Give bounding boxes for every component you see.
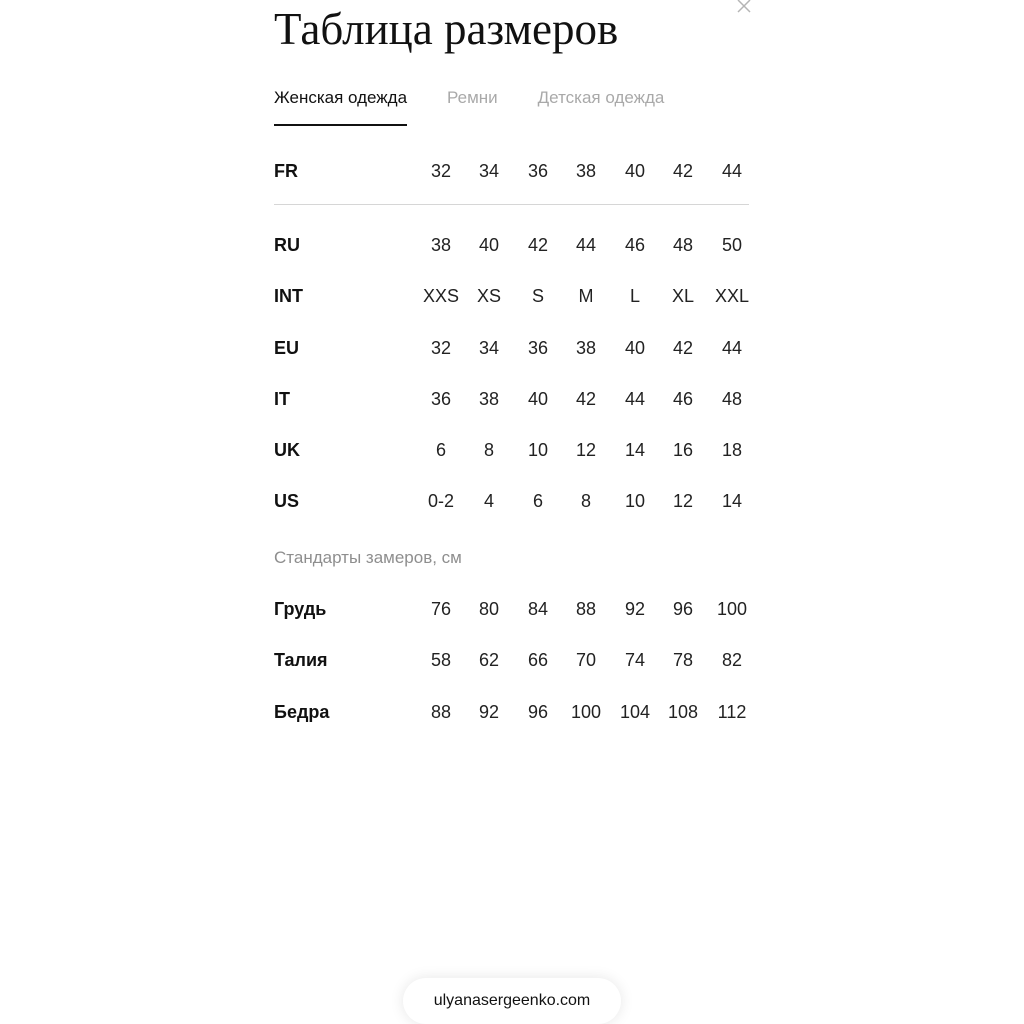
size-cell: 10 (527, 440, 549, 460)
size-cell: 36 (527, 161, 549, 181)
measure-cell: 66 (527, 650, 549, 670)
measure-cell: 100 (570, 702, 602, 722)
size-cell: 42 (527, 235, 549, 255)
measure-cell: 96 (672, 599, 694, 619)
size-row-fr (274, 156, 754, 186)
size-cell: 38 (478, 389, 500, 409)
close-button[interactable] (734, 0, 754, 16)
size-row-int (274, 281, 754, 311)
size-cell: 44 (721, 161, 743, 181)
measure-cell: 96 (527, 702, 549, 722)
size-cell: XL (671, 286, 695, 306)
tab-womens-clothing[interactable]: Женская одежда (274, 86, 407, 126)
size-cell: 38 (575, 338, 597, 358)
size-cell: 42 (672, 161, 694, 181)
size-cell: XXL (714, 286, 750, 306)
size-cell: 34 (478, 161, 500, 181)
size-cell: 44 (575, 235, 597, 255)
size-cell: 12 (575, 440, 597, 460)
close-icon (734, 0, 754, 16)
measure-cell: 104 (619, 702, 651, 722)
size-cell: 6 (532, 491, 543, 511)
size-row-uk (274, 435, 754, 465)
size-cell: 44 (721, 338, 743, 358)
measure-cell: 78 (672, 650, 694, 670)
size-row-it (274, 384, 754, 414)
size-cell: M (578, 286, 594, 306)
size-cell: 40 (478, 235, 500, 255)
row-label: Талия (274, 650, 328, 670)
measure-cell: 88 (575, 599, 597, 619)
size-cell: XXS (422, 286, 460, 306)
measure-cell: 58 (430, 650, 452, 670)
size-cell: 18 (721, 440, 743, 460)
size-cell: 4 (483, 491, 494, 511)
size-cell: 32 (430, 161, 452, 181)
size-cell: 38 (430, 235, 452, 255)
measure-cell: 70 (575, 650, 597, 670)
row-label: US (274, 491, 300, 511)
row-label: RU (274, 235, 300, 255)
size-cell: 8 (483, 440, 494, 460)
size-cell: 46 (624, 235, 646, 255)
measure-cell: 112 (717, 702, 747, 722)
measure-cell: 74 (624, 650, 646, 670)
row-label: INT (274, 286, 303, 306)
measure-row-waist (274, 645, 754, 675)
measure-cell: 92 (478, 702, 500, 722)
measure-cell: 108 (667, 702, 699, 722)
measure-cell: 100 (716, 599, 748, 619)
size-cell: 42 (575, 389, 597, 409)
size-cell: 34 (478, 338, 500, 358)
measure-cell: 62 (478, 650, 500, 670)
size-cell: 0-2 (427, 491, 454, 511)
size-cell: 46 (672, 389, 694, 409)
measure-cell: 84 (527, 599, 549, 619)
row-label: FR (274, 161, 298, 181)
row-label: EU (274, 338, 300, 358)
size-row-ru (274, 230, 754, 260)
size-cell: 48 (672, 235, 694, 255)
size-cell: 14 (721, 491, 743, 511)
row-label: IT (274, 389, 290, 409)
size-cell: XS (476, 286, 501, 306)
size-cell: 38 (575, 161, 597, 181)
row-label: Бедра (274, 702, 330, 722)
size-cell: 16 (672, 440, 694, 460)
size-cell: 12 (672, 491, 694, 511)
tab-bar (274, 86, 704, 128)
size-cell: 44 (624, 389, 646, 409)
measure-cell: 88 (430, 702, 452, 722)
size-cell: 50 (721, 235, 743, 255)
browser-url-bar[interactable]: ulyanasergeenko.com (403, 978, 621, 1024)
table-divider (274, 204, 749, 205)
page-title: Таблица размеров (274, 4, 619, 54)
size-cell: 6 (435, 440, 446, 460)
size-cell: 36 (430, 389, 452, 409)
row-label: UK (274, 440, 300, 460)
size-cell: 14 (624, 440, 646, 460)
size-cell: 40 (527, 389, 549, 409)
size-cell: 10 (624, 491, 646, 511)
measure-row-hips (274, 697, 754, 727)
measurements-title: Стандарты замеров, см (274, 548, 462, 567)
measure-cell: 92 (624, 599, 646, 619)
tab-belts[interactable]: Ремни (447, 88, 498, 107)
measure-cell: 76 (430, 599, 452, 619)
size-cell: 8 (580, 491, 591, 511)
size-cell: 48 (721, 389, 743, 409)
size-cell: S (531, 286, 544, 306)
measure-cell: 82 (721, 650, 743, 670)
size-cell: 32 (430, 338, 452, 358)
measure-cell: 80 (478, 599, 500, 619)
size-cell: 40 (624, 338, 646, 358)
size-row-us (274, 486, 754, 516)
size-cell: 40 (624, 161, 646, 181)
tab-kids-clothing[interactable]: Детская одежда (537, 88, 665, 107)
row-label: Грудь (274, 599, 327, 619)
size-cell: 42 (672, 338, 694, 358)
measure-row-chest (274, 594, 754, 624)
size-cell: L (629, 286, 640, 306)
size-cell: 36 (527, 338, 549, 358)
size-row-eu (274, 333, 754, 363)
